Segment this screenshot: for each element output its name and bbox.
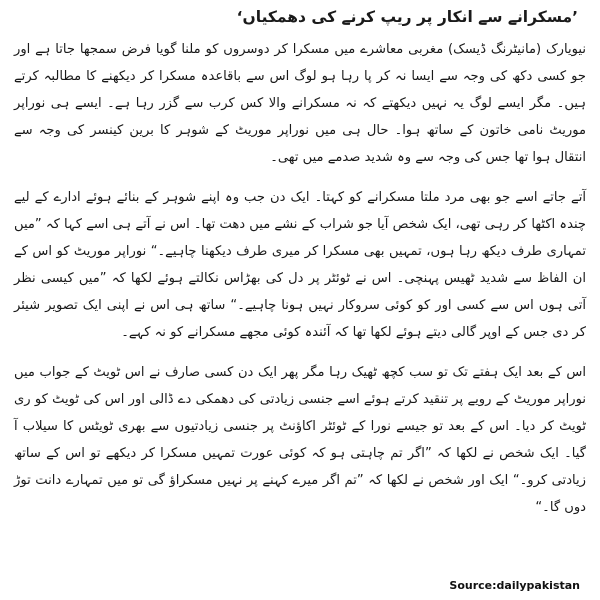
source-value: dailypakistan xyxy=(496,579,580,592)
article-paragraph-3: اس کے بعد ایک ہفتے تک تو سب کچھ ٹھیک رہا مگر پھر ایک دن کسی صارف نے اس ٹویٹ کے جواب میں نوراپر موریٹ کے رویے پر تنقید کرتے ہوئے اسے جنسی زیادتی کی دھمکی دے ڈالی اور اس کی ٹویٹ کو ری ٹویٹ کر دیا۔ اس کے بعد تو جیسے نورا کے ٹوئٹر اکاؤنٹ پر جنسی زیادتیوں سے بھری ٹویٹس کا سیلاب آ گیا۔ ایک شخص نے لکھا کہ ”اگر تم چاہتی ہو کہ کوئی عورت تمہیں مسکرا کر دیکھے تو اس کے ساتھ زیادتی کرو۔“ ایک اور شخص نے لکھا کہ ”تم اگر میرے کہنے پر نہیں مسکراؤ گی تو میں تمہارے دانت توڑ دوں گا۔“ xyxy=(14,365,586,515)
source-label: Source: xyxy=(449,579,497,592)
source-credit xyxy=(449,579,580,592)
article-title: ’مسکرانے سے انکار پر ریپ کرنے کی دھمکیاں‘ xyxy=(236,8,578,26)
article-paragraph-2: آتے جاتے اسے جو بھی مرد ملتا مسکرانے کو کہتا۔ ایک دن جب وہ اپنے شوہر کے بنائے ہوئے ادارے کے لیے چندہ اکٹھا کر رہی تھی، ایک شخص آیا جو شراب کے نشے میں دھت تھا۔ اس نے آتے ہی اسے کہا کہ ”میں تمہاری طرف دیکھ رہا ہوں، تمہیں بھی مسکرا کر میری طرف دیکھنا چاہیے۔“ نوراپر موریٹ کو اس کے ان الفاظ سے شدید ٹھیس پہنچی۔ اس نے ٹوئٹر پر دل کی بھڑاس نکالتے ہوئے لکھا کہ ”میں کیسی نظر آتی ہوں اس سے کسی اور کو کوئی سروکار نہیں ہونا چاہیے۔“ ساتھ ہی اس نے اپنی ایک تصویر شیئر کر دی جس کے اوپر گالی دیتے ہوئے لکھا تھا کہ آئندہ کوئی مجھے مسکرانے کو نہ کہے۔ xyxy=(14,190,586,340)
article-paragraph-1: نیویارک (مانیٹرنگ ڈیسک) مغربی معاشرے میں مسکرا کر دوسروں کو ملنا گویا فرض سمجھا جاتا ہے اور جو کسی دکھ کی وجہ سے ایسا نہ کر پا رہا ہو لوگ اس سے باقاعدہ مسکرا کر دیکھنے کا مطالبہ کرتے ہیں۔ مگر ایسے لوگ یہ نہیں دیکھتے کہ نہ مسکرانے والا کس کرب سے گزر رہا ہے۔ ایسے ہی نوراپر موریٹ نامی خاتون کے ساتھ ہوا۔ حال ہی میں نوراپر موریٹ کے شوہر کا برین کینسر کی وجہ سے انتقال ہوا تھا جس کی وجہ سے وہ شدید صدمے میں تھی۔ xyxy=(14,42,586,165)
